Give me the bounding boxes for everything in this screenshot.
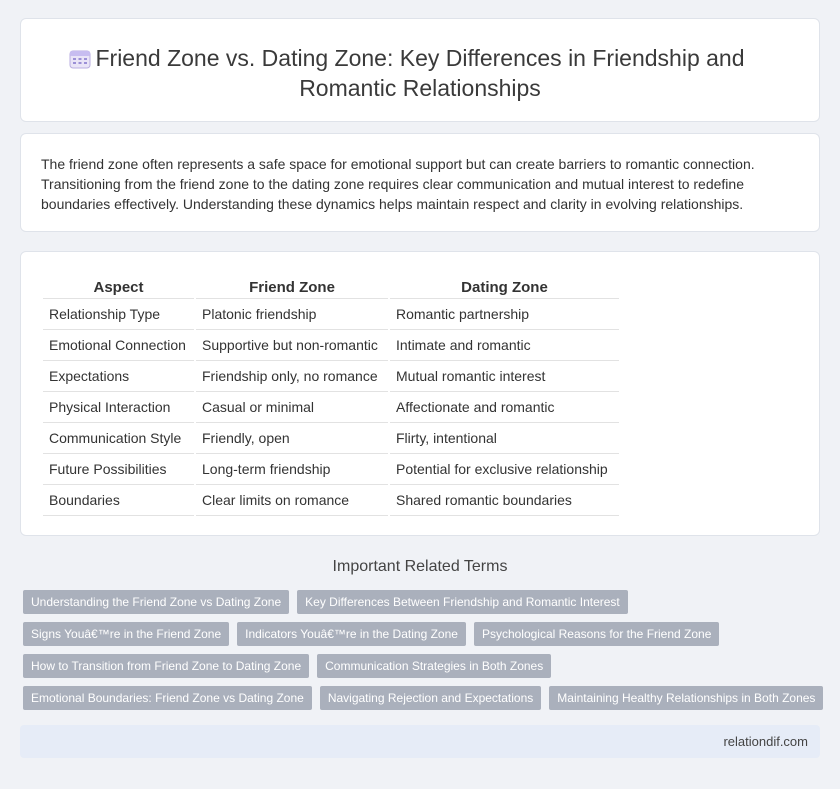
- table-cell: Boundaries: [43, 485, 194, 516]
- table-cell: Future Possibilities: [43, 454, 194, 485]
- table-row: [43, 485, 619, 516]
- related-term-link[interactable]: Signs Youâ€™re in the Friend Zone: [23, 622, 229, 646]
- intro-card: [20, 133, 820, 232]
- comparison-table: [41, 276, 621, 516]
- comparison-table-card: [20, 251, 820, 536]
- table-cell: Long-term friendship: [196, 454, 388, 485]
- column-header: Aspect: [43, 276, 194, 299]
- table-cell: Emotional Connection: [43, 330, 194, 361]
- table-cell: Intimate and romantic: [390, 330, 619, 361]
- related-terms-title: Important Related Terms: [332, 558, 508, 575]
- page-title: Friend Zone vs. Dating Zone: Key Differences in Friendship and Romantic Relationships: [95, 45, 745, 101]
- related-term-link[interactable]: How to Transition from Friend Zone to Dating Zone: [23, 654, 309, 678]
- table-cell: Physical Interaction: [43, 392, 194, 423]
- table-header-row: [43, 276, 619, 299]
- related-terms-section: [20, 556, 820, 718]
- related-term-link[interactable]: Communication Strategies in Both Zones: [317, 654, 551, 678]
- related-terms-tags: [20, 590, 820, 710]
- table-cell: Mutual romantic interest: [390, 361, 619, 392]
- related-term-link[interactable]: Indicators Youâ€™re in the Dating Zone: [237, 622, 466, 646]
- related-term-link[interactable]: Understanding the Friend Zone vs Dating Zone: [23, 590, 289, 614]
- column-header: Dating Zone: [390, 276, 619, 299]
- table-cell: Platonic friendship: [196, 299, 388, 330]
- column-header: Friend Zone: [196, 276, 388, 299]
- related-term-link[interactable]: Maintaining Healthy Relationships in Both Zones: [549, 686, 823, 710]
- table-cell: Relationship Type: [43, 299, 194, 330]
- table-row: [43, 330, 619, 361]
- table-row: [43, 361, 619, 392]
- header-card: [20, 18, 820, 122]
- related-term-link[interactable]: Psychological Reasons for the Friend Zone: [474, 622, 719, 646]
- table-row: [43, 392, 619, 423]
- table-cell: Romantic partnership: [390, 299, 619, 330]
- table-cell: Friendly, open: [196, 423, 388, 454]
- table-cell: Flirty, intentional: [390, 423, 619, 454]
- related-term-link[interactable]: Navigating Rejection and Expectations: [320, 686, 541, 710]
- table-cell: Expectations: [43, 361, 194, 392]
- intro-paragraph: The friend zone often represents a safe space for emotional support but can create barriers to romantic connection. Transitioning from the friend zone to the dating zone requires clear communication and mutual interest to redefine boundaries effectively. Understanding these dynamics helps maintain respect and clarity in evolving relationships.: [41, 156, 755, 212]
- table-cell: Communication Style: [43, 423, 194, 454]
- footer-site-link[interactable]: relationdif.com: [723, 734, 808, 749]
- table-cell: Clear limits on romance: [196, 485, 388, 516]
- table-row: [43, 423, 619, 454]
- table-cell: Supportive but non-romantic: [196, 330, 388, 361]
- table-cell: Casual or minimal: [196, 392, 388, 423]
- footer-bar: [20, 725, 820, 758]
- table-cell: Shared romantic boundaries: [390, 485, 619, 516]
- table-cell: Friendship only, no romance: [196, 361, 388, 392]
- table-row: [43, 454, 619, 485]
- table-cell: Affectionate and romantic: [390, 392, 619, 423]
- related-term-link[interactable]: Key Differences Between Friendship and Romantic Interest: [297, 590, 628, 614]
- related-term-link[interactable]: Emotional Boundaries: Friend Zone vs Dating Zone: [23, 686, 312, 710]
- table-row: [43, 299, 619, 330]
- table-cell: Potential for exclusive relationship: [390, 454, 619, 485]
